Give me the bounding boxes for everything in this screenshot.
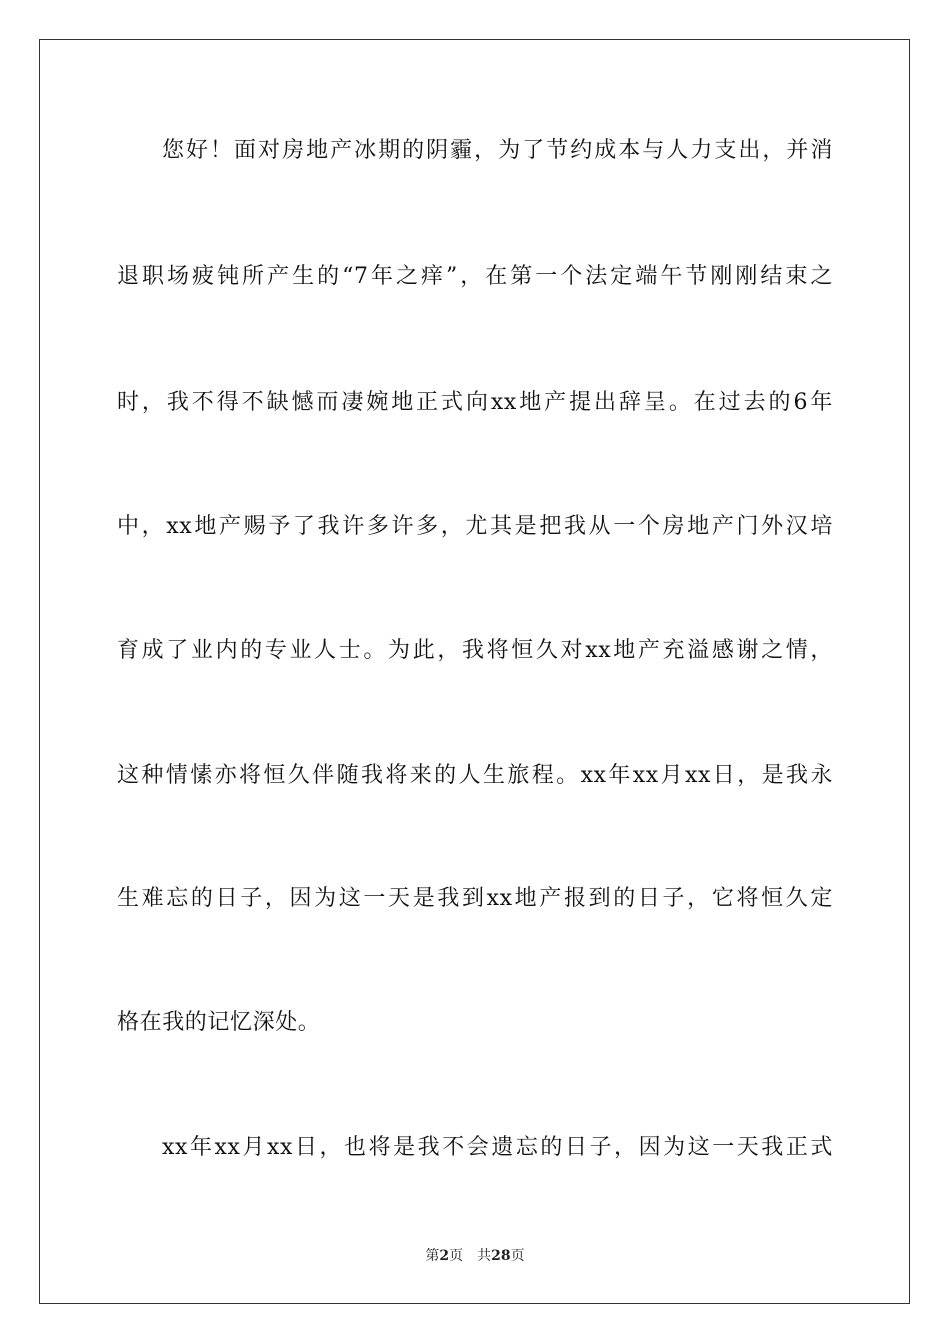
paragraph-line-9: xx年xx月xx日，也将是我不会遗忘的日子，因为这一天我正式 — [162, 1135, 833, 1160]
page-number: 2 — [439, 1248, 450, 1264]
total-prefix: 共 — [477, 1248, 492, 1264]
paragraph-line-3: 时，我不得不缺憾而凄婉地正式向xx地产提出辞呈。在过去的6年 — [117, 390, 833, 415]
page-unit: 页 — [449, 1248, 464, 1264]
page-border — [39, 39, 910, 1304]
page-prefix: 第 — [425, 1248, 440, 1264]
paragraph-line-8: 格在我的记忆深处。 — [117, 1010, 321, 1035]
paragraph-line-6: 这种情愫亦将恒久伴随我将来的人生旅程。xx年xx月xx日，是我永 — [117, 763, 833, 788]
paragraph-line-5: 育成了业内的专业人士。为此，我将恒久对xx地产充溢感谢之情， — [117, 638, 833, 663]
paragraph-line-1: 您好！面对房地产冰期的阴霾，为了节约成本与人力支出，并消 — [162, 138, 833, 163]
paragraph-line-2: 退职场疲钝所产生的“7年之痒”，在第一个法定端午节刚刚结束之 — [117, 264, 833, 289]
page-footer — [0, 1246, 950, 1266]
paragraph-line-4: 中，xx地产赐予了我许多许多，尤其是把我从一个房地产门外汉培 — [117, 514, 833, 539]
paragraph-line-7: 生难忘的日子，因为这一天是我到xx地产报到的日子，它将恒久定 — [117, 886, 833, 911]
total-pages: 28 — [491, 1248, 511, 1264]
total-unit: 页 — [510, 1248, 525, 1264]
